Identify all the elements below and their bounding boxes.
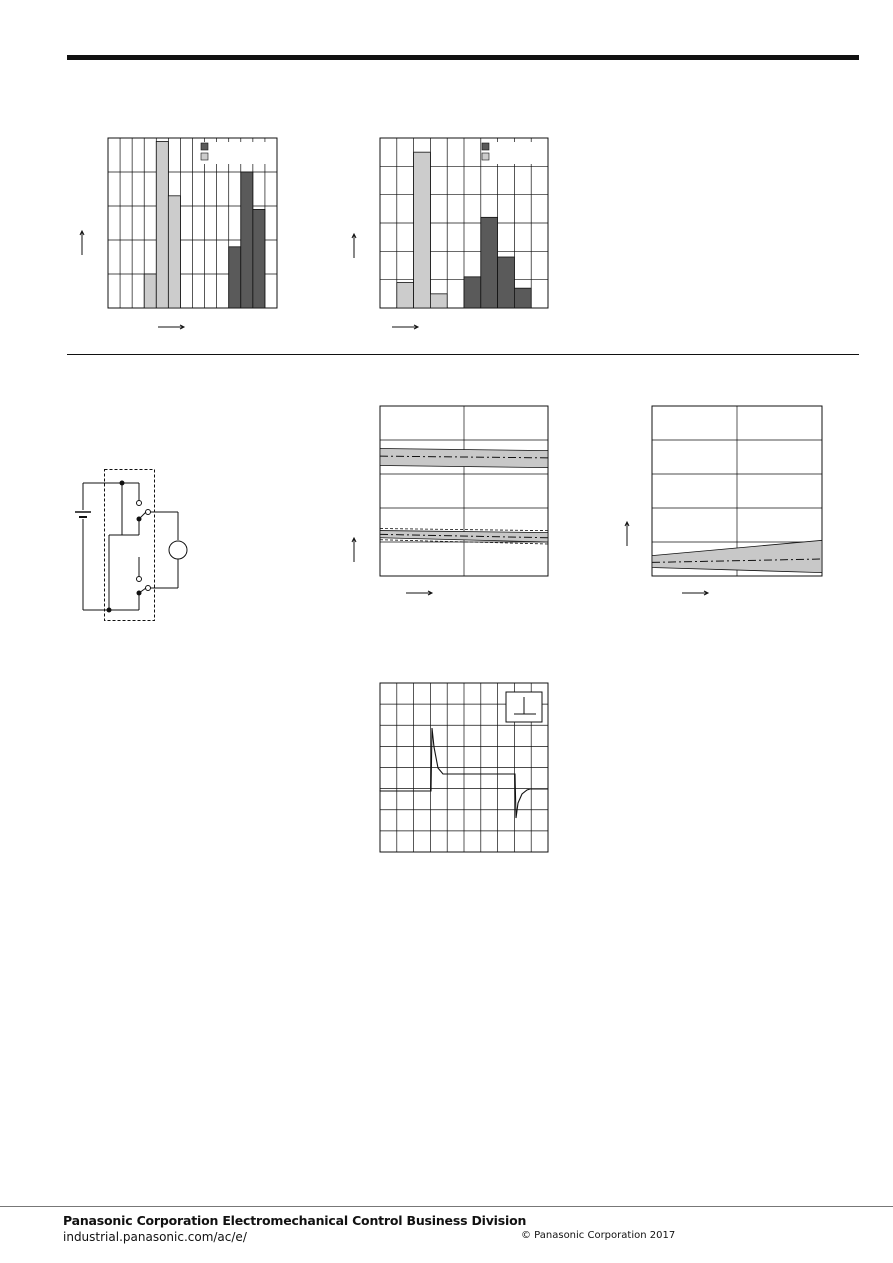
distribution-chart-1 [60, 120, 300, 350]
data-band [380, 449, 548, 468]
legend-swatch-light [482, 153, 489, 160]
legend-swatch-dark [201, 143, 208, 150]
section-divider [67, 354, 859, 355]
distribution-chart-2 [340, 120, 570, 350]
histogram-bar [229, 247, 241, 308]
legend-swatch-dark [482, 143, 489, 150]
waveform-chart [375, 678, 555, 858]
legend-box [201, 142, 276, 164]
top-rule [67, 55, 859, 60]
footer-copyright: © Panasonic Corporation 2017 [521, 1230, 676, 1241]
histogram-bar [156, 141, 168, 308]
histogram-bar [514, 288, 531, 308]
histogram-bar [241, 172, 253, 308]
histogram-bar [430, 294, 447, 308]
histogram-bar [397, 283, 414, 309]
footer-url-link[interactable]: industrial.panasonic.com/ac/e/ [63, 1230, 247, 1244]
legend-swatch-light [201, 153, 208, 160]
footer-rule [0, 1206, 893, 1207]
test-circuit-diagram [60, 455, 200, 635]
histogram-bar [168, 196, 180, 308]
histogram-bar [464, 277, 481, 308]
histogram-bar [253, 209, 265, 308]
histogram-bar [144, 274, 156, 308]
characteristic-chart-4 [615, 400, 835, 610]
histogram-bar [498, 257, 515, 308]
legend-box [482, 142, 547, 164]
footer-company-name: Panasonic Corporation Electromechanical Control Business Division [63, 1213, 527, 1228]
characteristic-chart-3 [340, 400, 560, 610]
histogram-bar [414, 152, 431, 308]
histogram-bar [481, 217, 498, 308]
